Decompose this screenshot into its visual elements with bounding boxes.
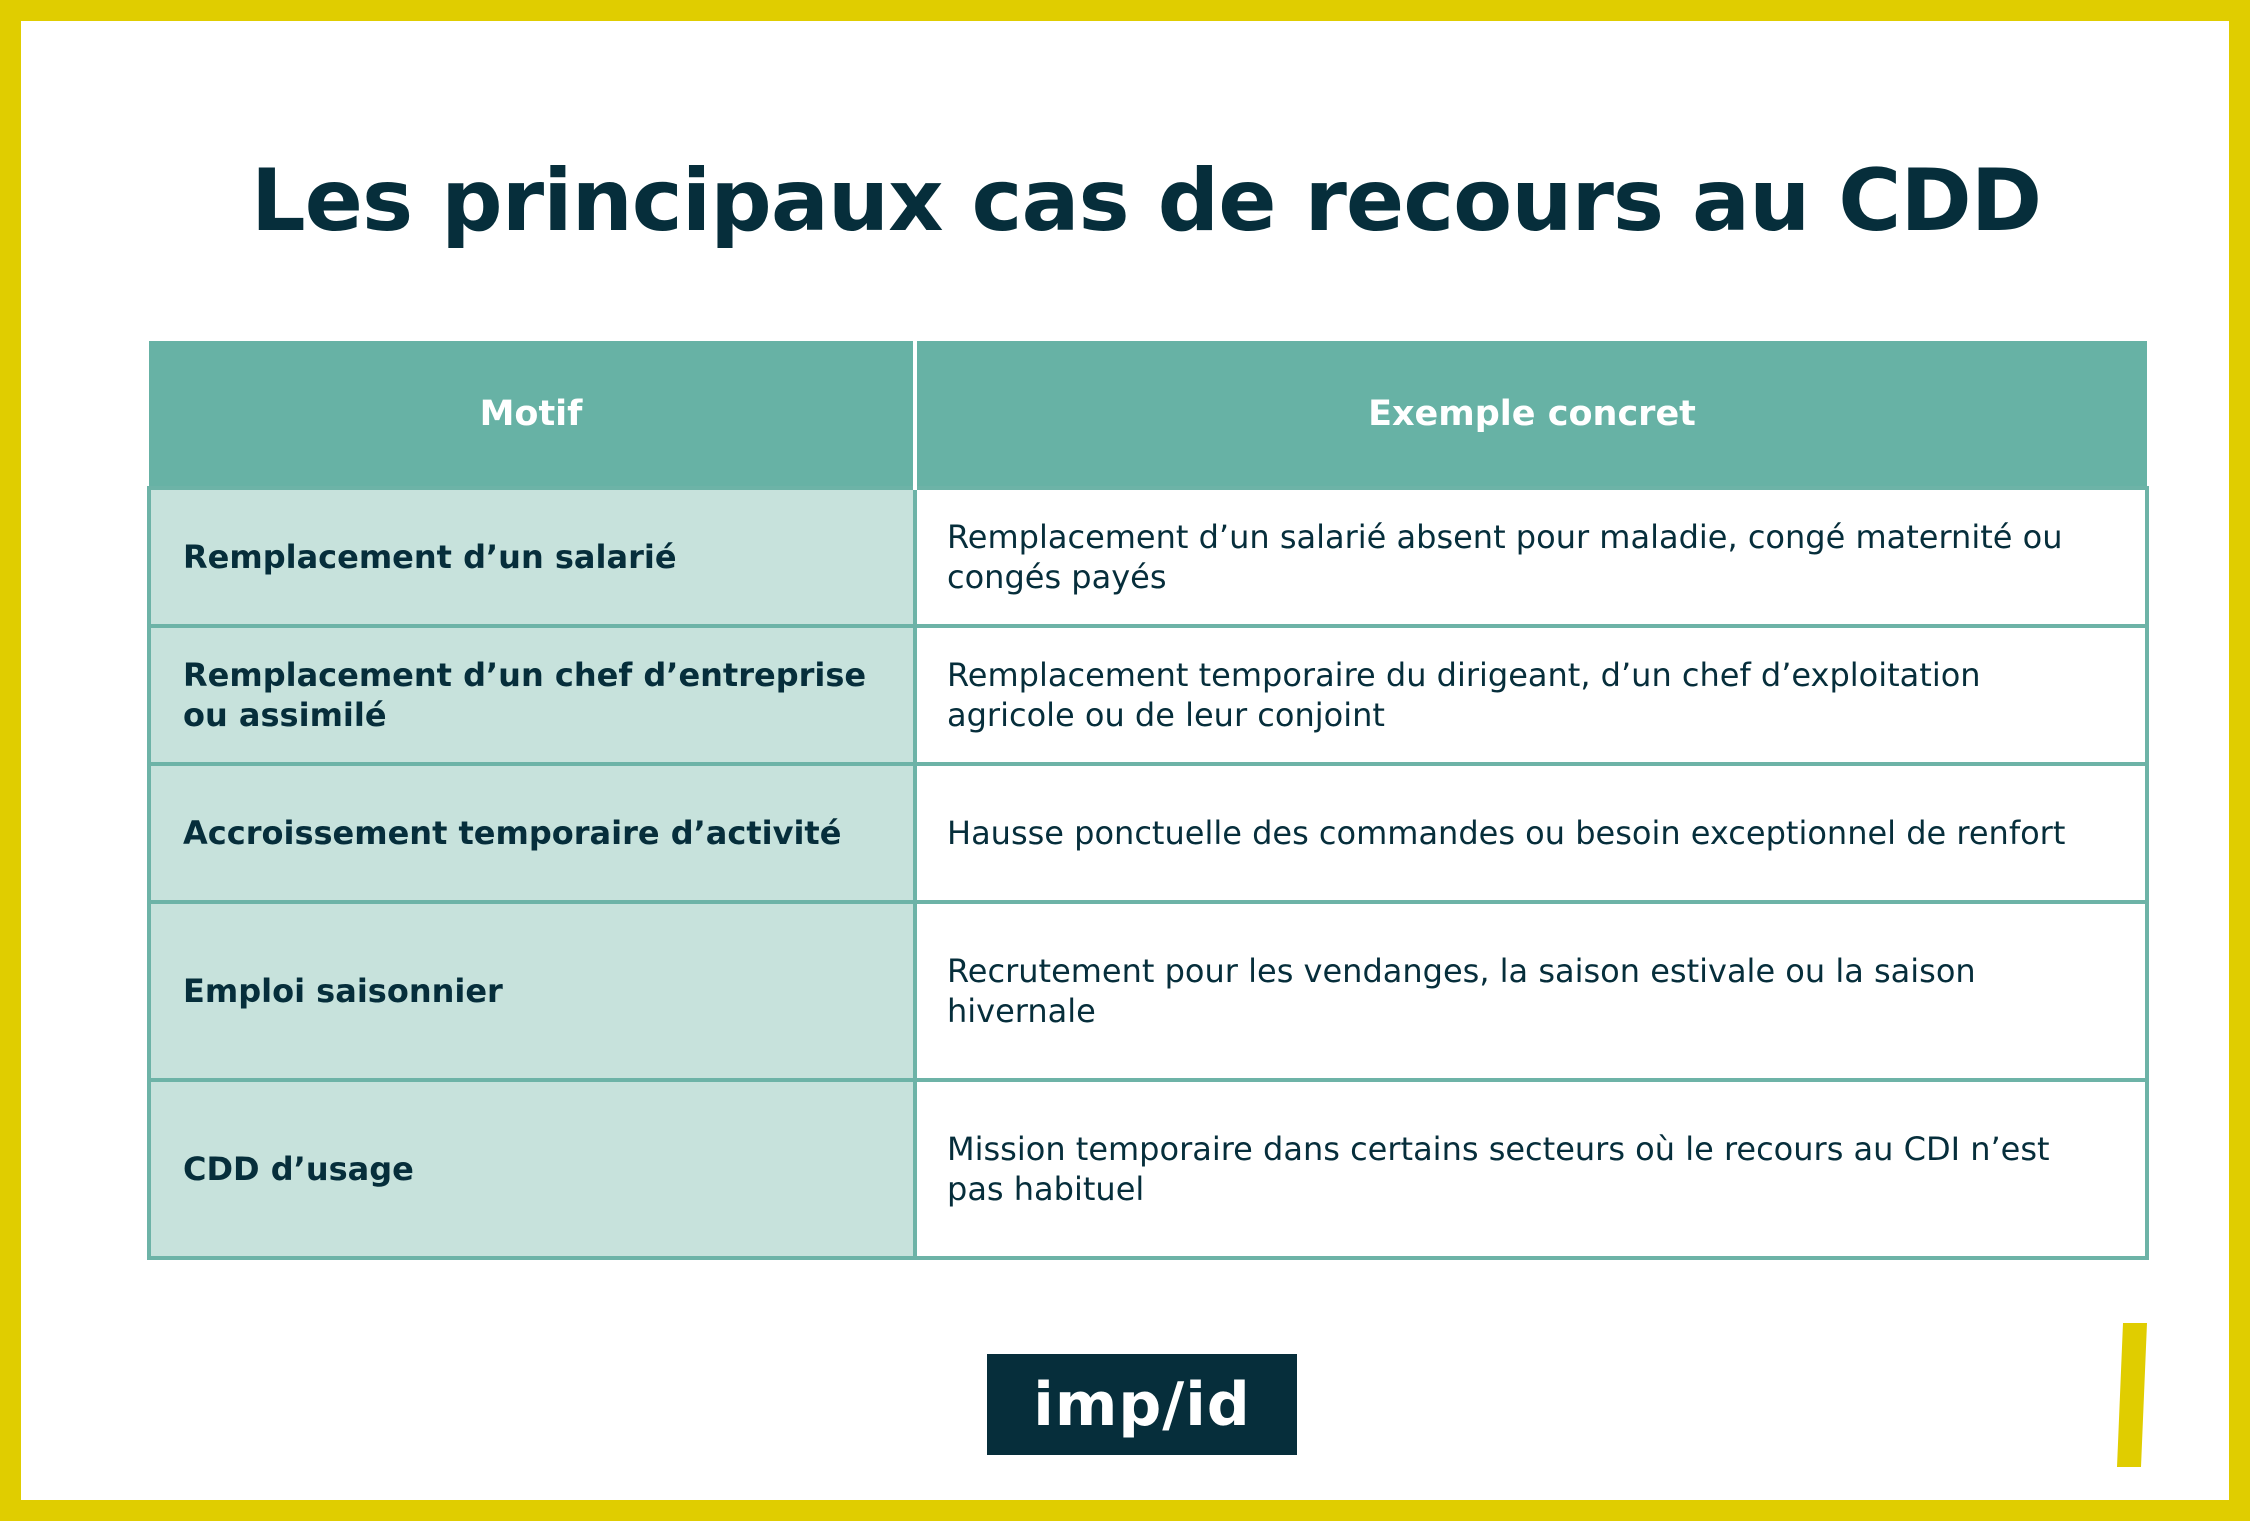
cdd-cases-table	[147, 341, 2149, 1260]
motif-cell: Emploi saisonnier	[149, 902, 915, 1080]
motif-cell: CDD d’usage	[149, 1080, 915, 1258]
implid-logo	[987, 1354, 1297, 1455]
table-row	[149, 764, 2147, 902]
table-row	[149, 902, 2147, 1080]
logo-text: imp/id	[1033, 1369, 1251, 1440]
column-header-exemple: Exemple concret	[915, 341, 2147, 488]
example-cell: Hausse ponctuelle des commandes ou besoin exceptionnel de renfort	[915, 764, 2147, 902]
slash-accent-icon	[2117, 1323, 2147, 1467]
example-cell: Remplacement temporaire du dirigeant, d’un chef d’exploitation agricole ou de leur conjoint	[915, 626, 2147, 764]
example-cell: Remplacement d’un salarié absent pour maladie, congé maternité ou congés payés	[915, 488, 2147, 626]
page-title: Les principaux cas de recours au CDD	[250, 151, 2042, 251]
table-row	[149, 488, 2147, 626]
motif-cell: Remplacement d’un chef d’entreprise ou assimilé	[149, 626, 915, 764]
table-header-row	[149, 341, 2147, 488]
motif-cell: Accroissement temporaire d’activité	[149, 764, 915, 902]
table-row	[149, 1080, 2147, 1258]
example-cell: Recrutement pour les vendanges, la saison estivale ou la saison hivernale	[915, 902, 2147, 1080]
column-header-motif: Motif	[149, 341, 915, 488]
example-cell: Mission temporaire dans certains secteurs où le recours au CDI n’est pas habituel	[915, 1080, 2147, 1258]
table-row	[149, 626, 2147, 764]
motif-cell: Remplacement d’un salarié	[149, 488, 915, 626]
